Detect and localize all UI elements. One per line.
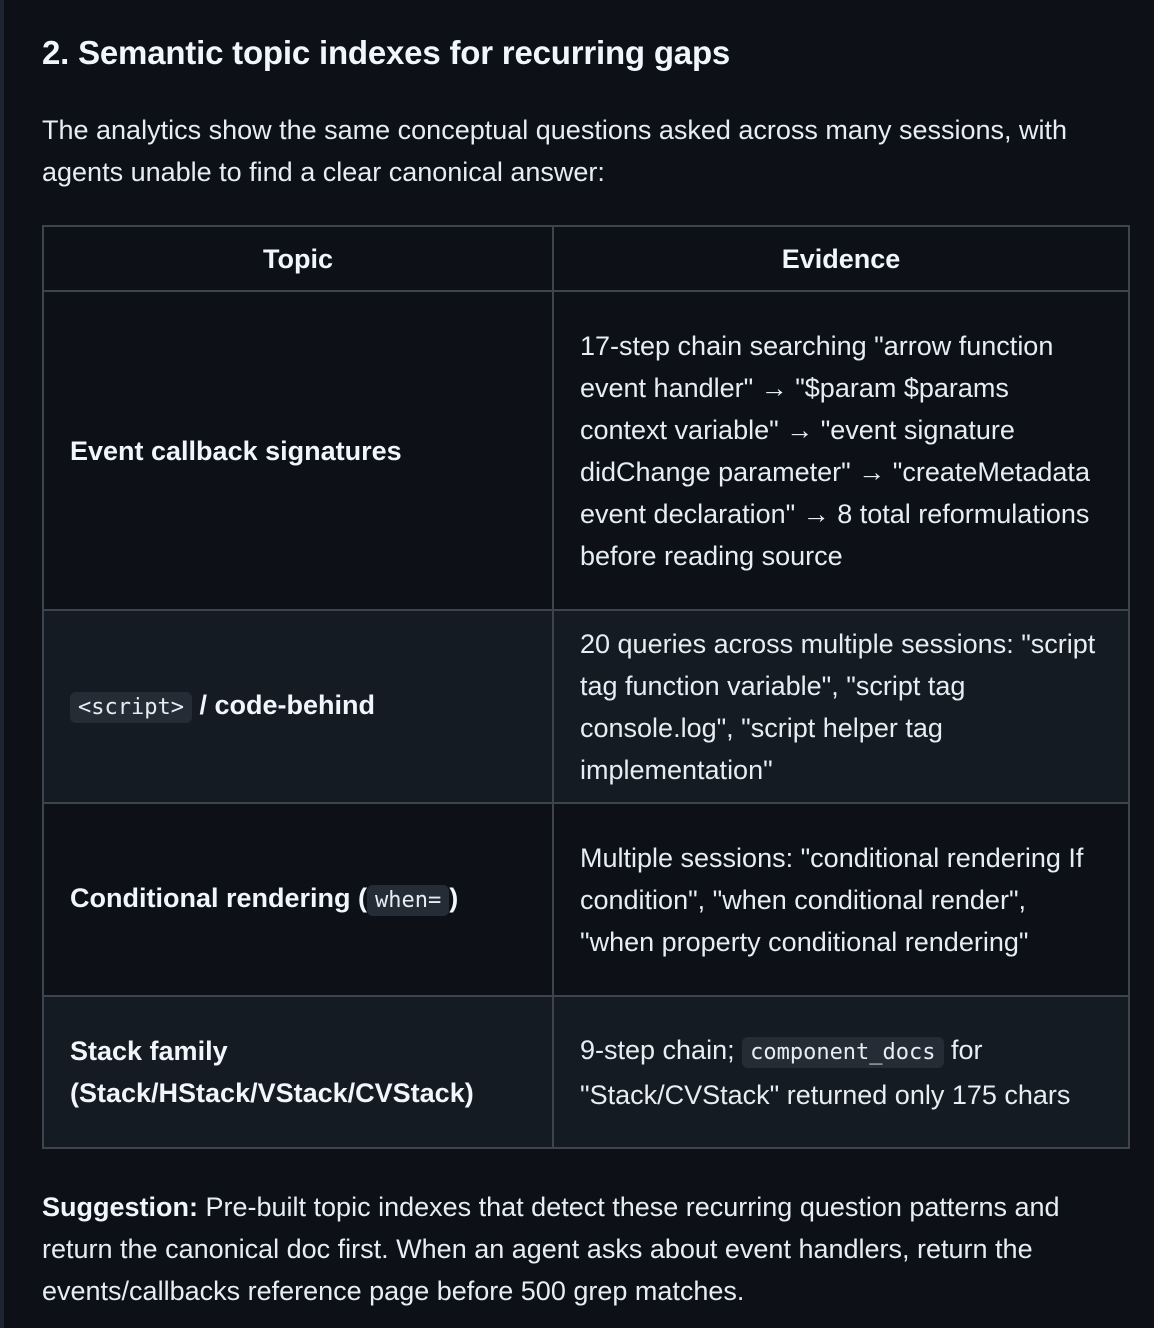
inline-code: when=	[367, 885, 449, 916]
evidence-cell	[553, 610, 1129, 803]
column-header-topic: Topic	[43, 226, 553, 291]
inline-code: <script>	[70, 692, 192, 723]
topic-text: Conditional rendering (	[70, 883, 367, 913]
left-border-rule	[0, 0, 4, 1328]
topic-text-suffix: )	[449, 883, 459, 913]
evidence-text: Multiple sessions: "conditional rendering If condition", "when conditional render", "when property conditional rendering"	[580, 842, 1084, 957]
inline-code: component_docs	[742, 1037, 943, 1068]
suggestion-paragraph	[42, 1186, 1128, 1312]
table-row	[43, 803, 1129, 996]
topic-text: Stack family (Stack/HStack/VStack/CVStack)	[70, 1036, 474, 1108]
suggestion-label: Suggestion:	[42, 1192, 198, 1222]
column-header-evidence: Evidence	[553, 226, 1129, 291]
topic-cell	[43, 610, 553, 803]
topic-cell	[43, 291, 553, 610]
table-header-row	[43, 226, 1129, 291]
suggestion-text: Pre-built topic indexes that detect these recurring question patterns and return the canonical doc first. When an agent asks about event handlers, return the events/callbacks reference page before 500 grep matches.	[42, 1192, 1060, 1306]
table-row	[43, 291, 1129, 610]
evidence-cell	[553, 291, 1129, 610]
topic-text: Event callback signatures	[70, 435, 402, 466]
evidence-text: 20 queries across multiple sessions: "script tag function variable", "script tag console.log", "script helper tag implementation"	[580, 628, 1096, 785]
topic-cell	[43, 803, 553, 996]
evidence-text-suffix: for "Stack/CVStack" returned only 175 chars	[580, 1034, 1071, 1110]
topics-table	[42, 225, 1130, 1149]
table-row	[43, 996, 1129, 1148]
intro-paragraph: The analytics show the same conceptual questions asked across many sessions, with agents unable to find a clear canonical answer:	[42, 115, 1068, 187]
evidence-text: 17-step chain searching "arrow function event handler" → "$param $params context variable" → "event signature didChange parameter" → "createMetadata event declaration" → 8 total reformulations before reading source	[580, 330, 1090, 571]
topic-cell	[43, 996, 553, 1148]
evidence-text: 9-step chain;	[580, 1034, 743, 1065]
evidence-cell	[553, 996, 1129, 1148]
evidence-cell	[553, 803, 1129, 996]
section-heading: 2. Semantic topic indexes for recurring gaps	[42, 34, 731, 71]
topic-text: / code-behind	[191, 690, 375, 720]
table-row	[43, 610, 1129, 803]
